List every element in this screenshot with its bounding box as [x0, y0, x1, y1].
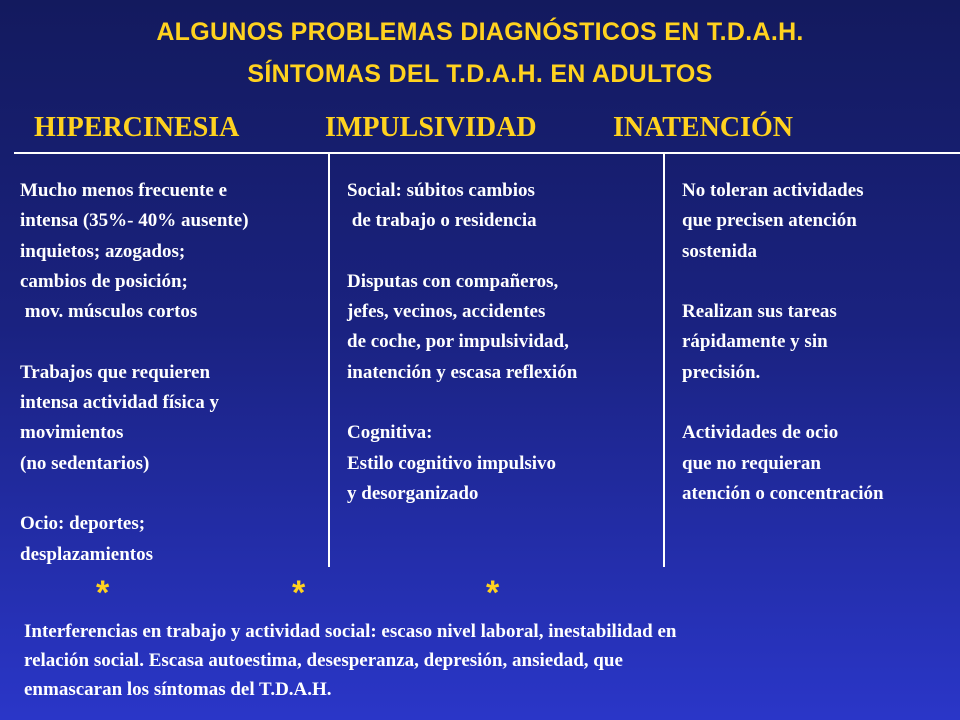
column-line: (no sedentarios) [20, 452, 150, 474]
column-line: desplazamientos [20, 543, 153, 565]
column-line: atención o concentración [682, 482, 884, 504]
column-line: y desorganizado [347, 482, 479, 504]
column-line: inatención y escasa reflexión [347, 361, 578, 383]
column-line: que no requieran [682, 452, 822, 474]
heading-hipercinesia: HIPERCINESIA [34, 112, 240, 143]
column-line: mov. músculos cortos [20, 301, 198, 323]
footer-line: Interferencias en trabajo y actividad social: escaso nivel laboral, inestabilidad en [24, 621, 677, 642]
column-line: que precisen atención [682, 210, 857, 232]
column-line: Disputas con compañeros, [347, 270, 559, 292]
column-line: Trabajos que requieren [20, 361, 211, 383]
column-divider-1 [328, 152, 330, 567]
column-line [20, 327, 249, 357]
column-line: precisión. [682, 361, 761, 383]
column-line: sostenida [682, 240, 757, 262]
column-line: Cognitiva: [347, 422, 433, 444]
column-line: Estilo cognitivo impulsivo [347, 452, 557, 474]
heading-inatencion: INATENCIÓN [613, 112, 793, 143]
column-line: No toleran actividades [682, 180, 864, 201]
column-line: jefes, vecinos, accidentes [347, 301, 546, 323]
slide-subtitle: SÍNTOMAS DEL T.D.A.H. EN ADULTOS [247, 60, 713, 88]
column-line [347, 237, 577, 267]
column-line: Social: súbitos cambios [347, 180, 535, 201]
column-line: rápidamente y sin [682, 331, 828, 353]
column-line: inquietos; azogados; [20, 240, 186, 262]
column-line: Ocio: deportes; [20, 513, 146, 535]
column-line: cambios de posición; [20, 270, 188, 292]
header-divider [14, 152, 960, 154]
heading-impulsividad: IMPULSIVIDAD [325, 112, 537, 143]
column-line: Realizan sus tareas [682, 301, 837, 323]
column-line [347, 388, 577, 418]
column-line [20, 479, 249, 509]
column-line: Actividades de ocio [682, 422, 839, 444]
column-line [682, 267, 884, 297]
slide-title: ALGUNOS PROBLEMAS DIAGNÓSTICOS EN T.D.A.H. [156, 18, 804, 46]
column-divider-2 [663, 152, 665, 567]
column-line: intensa (35%- 40% ausente) [20, 210, 249, 232]
column-impulsividad [347, 176, 577, 509]
column-line: de coche, por impulsividad, [347, 331, 569, 353]
footer-text [24, 617, 944, 704]
column-inatencion [682, 176, 884, 509]
column-line: movimientos [20, 422, 124, 444]
footer-line: enmascaran los síntomas del T.D.A.H. [24, 679, 332, 700]
column-line: intensa actividad física y [20, 392, 219, 414]
footer-line: relación social. Escasa autoestima, desesperanza, depresión, ansiedad, que [24, 650, 623, 671]
column-line [682, 388, 884, 418]
column-hipercinesia [20, 176, 249, 570]
star-marker-2: * [292, 574, 306, 612]
column-line: de trabajo o residencia [347, 210, 537, 232]
star-marker-3: * [486, 574, 500, 612]
column-line: Mucho menos frecuente e [20, 180, 228, 201]
star-marker-1: * [96, 574, 110, 612]
